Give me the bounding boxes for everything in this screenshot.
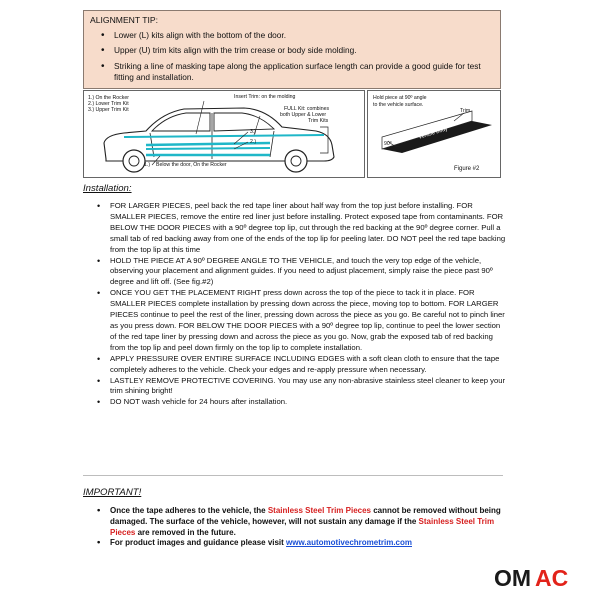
car-trim-diagram: [83, 90, 365, 178]
legend-item-upper-trim: 3.) Upper Trim Kit: [88, 107, 129, 113]
hold-piece-caption-line-1: Hold piece at 90º angle: [373, 95, 427, 101]
important-list: [110, 506, 508, 549]
important-item: [110, 538, 508, 549]
installation-steps-list: [110, 201, 508, 408]
installation-step: • ONCE YOU GET THE PLACEMENT RIGHT press down across the top of the piece to tack it in place. FOR SMALLER PIECES complete installation by pressing down across the piece, moving top to bottom. FOR LARGER PIECES continue to peel the rest of the liner, pressing down across the piece as you go. Be careful not to pinch liner as you press down. FOR BELOW THE DOOR PIECES with a 90º degree top lip, continue to peel the lower section of the red tape liner by pressing down and across the piece as you go. Now, grab the exposed tab of red backing from the top lip and peel down firmly on the top lip to complete installation.: [110, 288, 508, 353]
important-text: For product images and guidance please visit: [110, 538, 287, 548]
logo-text-dark: OM: [494, 565, 532, 589]
installation-step: • LASTLEY REMOVE PROTECTIVE COVERING. You may use any non-abrasive stainless steel cleaner to keep your trim shining bright!: [110, 376, 508, 398]
alignment-tip-title: ALIGNMENT TIP:: [90, 15, 158, 25]
legend-item-lower-trim: 2.) Lower Trim Kit: [88, 101, 129, 107]
hold-piece-caption-line-2: to the vehicle surface.: [373, 102, 424, 108]
important-text: cannot be removed without being damaged. The surface of the vehicle, however, will not sustain any damage if the: [110, 506, 501, 526]
tip-item: • Lower (L) kits align with the bottom of the door.: [114, 30, 492, 41]
section-divider: [83, 475, 503, 476]
important-text: are removed in the future.: [135, 527, 236, 537]
figure-2-angle-diagram: [367, 90, 501, 178]
below-door-label: Below the door, On the Rocker: [156, 162, 227, 168]
full-kit-label-line-2: both Upper & Lower: [280, 112, 327, 118]
website-link[interactable]: www.automotivechrometrim.com: [286, 538, 412, 548]
insert-trim-label: Insert Trim: on the molding: [234, 94, 296, 100]
marker-3: 3.): [250, 129, 257, 135]
full-kit-label-line-3: Trim Kits: [308, 118, 329, 124]
omac-logo: [494, 565, 574, 589]
installation-step: • APPLY PRESSURE OVER ENTIRE SURFACE INCLUDING EDGES with a soft clean cloth to ensure that the tape completely adheres to the vehicle. Check your edges and re-apply pressure when necessary.: [110, 354, 508, 376]
important-text: Once the tape adheres to the vehicle, the: [110, 506, 268, 515]
important-item: [110, 506, 508, 538]
alignment-tip-box: [83, 10, 501, 89]
tip-item: • Striking a line of masking tape along the application surface length can provide a good guide for test fitting and installation.: [114, 61, 492, 83]
marker-2: 2.): [250, 139, 257, 145]
highlight-text: Stainless Steel Trim Pieces: [110, 516, 495, 537]
important-title: IMPORTANT!: [83, 487, 142, 498]
vehicle-body-label: Vehicle Body: [418, 126, 449, 141]
angle-label: 90°: [384, 141, 392, 147]
installation-title: Installation:: [83, 183, 132, 194]
legend-item-rocker: 1.) On the Rocker: [88, 95, 129, 101]
trim-label: Trim: [460, 108, 471, 114]
tip-item: • Upper (U) trim kits align with the trim crease or body side molding.: [114, 45, 492, 56]
figure-2-label: Figure #2: [454, 166, 480, 172]
alignment-tip-list: [90, 30, 492, 83]
logo-text-accent: AC: [535, 565, 569, 589]
installation-step: • DO NOT wash vehicle for 24 hours after installation.: [110, 397, 508, 408]
marker-1: 1.): [144, 162, 151, 168]
full-kit-label-line-1: FULL Kit: combines: [284, 106, 330, 112]
installation-step: • FOR LARGER PIECES, peel back the red tape liner about half way from the top just before installing. FOR SMALLER PIECES, remove the entire red liner just before installing. Protect exposed tape from contaminants. FOR BELOW THE DOOR PIECES with a 90º degree top lip, cut through the red backing at the 90º degree corner. Pull a small tab of red backing away from one of the ends of the top lip for peeling later. DO NOT peel the red tape backing from the top lip at this time: [110, 201, 508, 256]
installation-step: • HOLD THE PIECE AT A 90º DEGREE ANGLE TO THE VEHICLE, and touch the very top edge of the vehicle, observing your placement and alignment guides. If you need to adjust placement, simply raise the piece past 90º degree and lift off. (See fig.#2): [110, 256, 508, 289]
highlight-text: Stainless Steel Trim Pieces: [267, 506, 371, 515]
